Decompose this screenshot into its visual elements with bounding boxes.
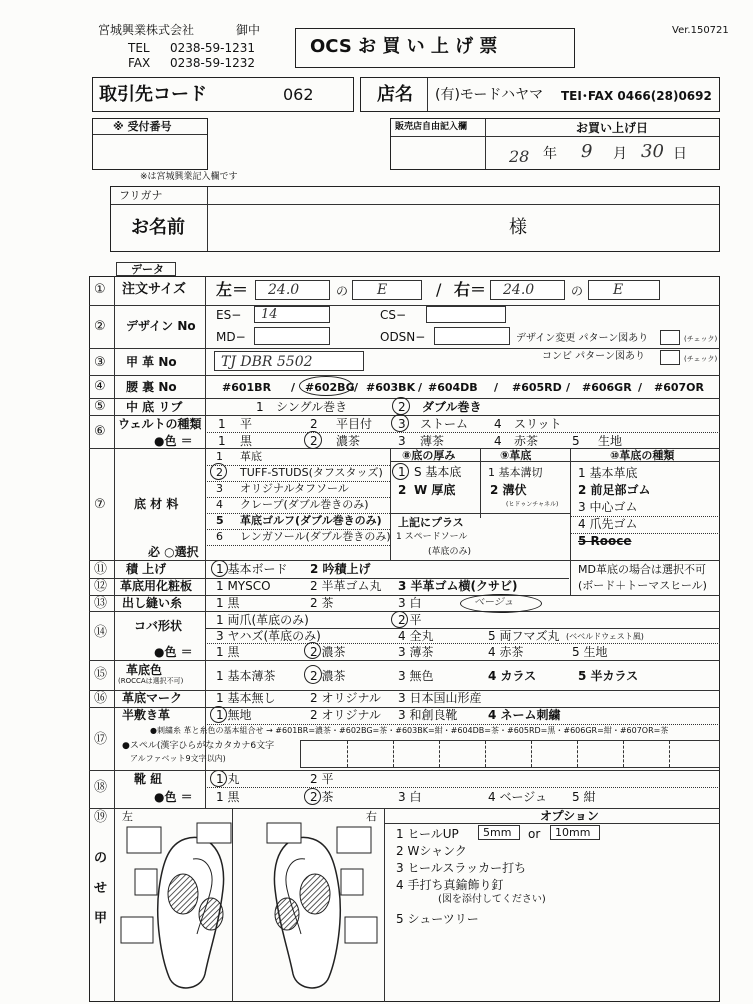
check-hint-2: (チェック) <box>684 355 718 363</box>
row12-number: ⑫ <box>94 579 108 594</box>
shoelace-color-black[interactable]: 1 黒 <box>216 790 240 804</box>
sole-mark-original[interactable]: 2 オリジナル <box>310 691 381 705</box>
sole-material-leather-golf[interactable]: 革底ゴルフ(ダブル巻きのみ) <box>240 514 382 527</box>
reception-number-label: ※ 受付番号 <box>113 120 172 133</box>
shoelace-round[interactable]: 1 丸 <box>216 772 240 786</box>
shoelace-color-navy[interactable]: 5 紺 <box>572 790 596 804</box>
left-foot-label: 左 <box>122 810 133 823</box>
thickness-number: 1 <box>398 465 406 479</box>
heel-stack-label: 積 上げ <box>126 562 167 576</box>
client-code-label: 取引先コード <box>99 84 207 105</box>
row1-number: ① <box>94 282 106 297</box>
welt-color-number: 1 <box>218 434 226 448</box>
upper-leather-value: TJ DBR 5502 <box>221 354 313 370</box>
customer-name-box <box>110 186 720 252</box>
data-header-box <box>116 262 176 276</box>
spade-sole-option[interactable]: 1 スペードソール <box>396 532 468 542</box>
welt-color-red-brown[interactable]: 赤茶 <box>514 434 539 448</box>
odsn-field[interactable] <box>434 327 510 345</box>
spade-sole-note: (革底のみ) <box>428 547 472 557</box>
left-width-value: E <box>377 282 388 298</box>
combi-pattern-label: コンビ パターン図あり <box>542 351 645 362</box>
es-field[interactable] <box>254 306 330 323</box>
welt-color-black[interactable]: 黒 <box>240 434 253 448</box>
sole-mark-none[interactable]: 1 基本無し <box>216 691 276 705</box>
lining-separator: / <box>291 381 296 394</box>
heel-up-5mm: 5mm <box>483 826 512 839</box>
edge-shape-label: コバ形状 <box>134 619 183 633</box>
sole-type-toe[interactable]: 4 爪先ゴム <box>578 517 638 531</box>
sole-type-rooce[interactable]: 5 Rooce <box>578 534 632 548</box>
sock-plain[interactable]: 1 無地 <box>216 708 252 722</box>
right-callout-box <box>337 827 371 853</box>
store-label: 店名 <box>377 84 413 105</box>
sole-material-number: 4 <box>216 498 223 511</box>
left-callout-box <box>121 917 153 943</box>
date-box <box>390 118 720 170</box>
shoelace-flat[interactable]: 2 平 <box>310 772 334 786</box>
shoelace-color-brown[interactable]: 2 茶 <box>310 790 334 804</box>
row15-number: ⑮ <box>94 667 108 682</box>
row17-number: ⑰ <box>94 732 108 747</box>
welt-color-dark-brown[interactable]: 濃茶 <box>336 434 361 448</box>
stitch-thread-label: 出し縫い糸 <box>122 596 183 610</box>
edge-waist-round[interactable]: 5 両フマズ丸 <box>488 629 560 643</box>
row7-number: ⑦ <box>94 497 106 512</box>
lining-602bg[interactable]: #602BG <box>305 381 355 394</box>
selection-circle <box>210 706 227 723</box>
embroidery-thread-note: ●刺繍糸 革と糸色の基本組合せ → #601BR=濃茶・#602BG=茶・#603BK=紺・#604DB=茶・#605RD=黒・#606GR=紺・#607OR=茶 <box>150 726 669 735</box>
welt-type-label: ウェルトの種類 <box>118 417 202 431</box>
sole-color-dark-brown[interactable]: 2 濃茶 <box>310 669 346 683</box>
right-callout-box <box>345 917 377 943</box>
selection-circle <box>304 788 321 805</box>
option-heel-up[interactable]: 1 ヒールUP <box>396 827 459 841</box>
must-select-label: 必 ○選択 <box>148 545 199 559</box>
row5-number: ⑤ <box>94 399 106 414</box>
selection-circle <box>210 770 227 787</box>
sole-material-number: 5 <box>216 514 224 527</box>
sole-material-leather[interactable]: 革底 <box>240 450 262 463</box>
sole-color-note: (ROCCAは選択不可) <box>118 677 184 685</box>
edge-color-red-brown[interactable]: 4 赤茶 <box>488 645 524 659</box>
lining-label: 腰 裏 No <box>126 380 177 394</box>
option-w-shank[interactable]: 2 Wシャンク <box>396 844 467 858</box>
selection-circle <box>304 665 322 684</box>
rib-option-double[interactable]: ダブル巻き <box>422 400 482 414</box>
edge-color-dark-brown[interactable]: 2 濃茶 <box>310 645 346 659</box>
name-suffix: 様 <box>509 217 527 238</box>
welt-option-number: 2 <box>310 417 318 431</box>
row6-number: ⑥ <box>94 424 106 439</box>
sole-material-number: 3 <box>216 482 223 495</box>
sole-color-clear[interactable]: 3 無色 <box>398 669 434 683</box>
edge-double-claw[interactable]: 1 両爪(革底のみ) <box>216 613 309 627</box>
purchase-date-label: お買い上げ日 <box>576 121 649 135</box>
spell-limit-note: アルファベット9文字以内) <box>130 754 226 763</box>
cs-field[interactable] <box>426 306 506 323</box>
brass-nails-note: (図を添付してください) <box>438 894 546 905</box>
selection-circle <box>304 431 322 449</box>
upper-leather-label: 甲 革 No <box>126 355 177 369</box>
store-name: (有)モードハヤマ <box>435 87 544 103</box>
sole-material-number: 6 <box>216 530 223 543</box>
welt-color-light-brown[interactable]: 薄茶 <box>420 434 445 448</box>
row3-number: ③ <box>94 355 106 370</box>
es-label: ES− <box>216 308 242 322</box>
selection-circle <box>392 397 410 415</box>
right-width-field[interactable] <box>588 280 660 300</box>
thickness-number: 2 <box>398 483 407 497</box>
md-field[interactable] <box>254 327 330 345</box>
shoelace-color-beige[interactable]: 4 ベージュ <box>488 790 547 804</box>
edge-full-round[interactable]: 4 全丸 <box>398 629 434 643</box>
spell-label: ●スペル(漢字ひらがなカタカナ6文字 <box>122 741 275 751</box>
data-header-label: データ <box>131 263 164 276</box>
lining-601br[interactable]: #601BR <box>222 381 272 394</box>
plus-title: 上記にプラス <box>398 516 464 529</box>
sole-type-center[interactable]: 3 中心ゴム <box>578 500 638 514</box>
size-slash: / <box>436 280 442 299</box>
tel-label: TEL <box>128 41 150 55</box>
month-unit: 月 <box>613 146 627 162</box>
sole-type-title: ⑩革底の種類 <box>610 449 675 462</box>
sole-thickness-title: ⑧底の厚み <box>402 449 456 462</box>
furigana-label: フリガナ <box>119 189 163 202</box>
left-callout-box <box>127 827 161 853</box>
md-label: MD− <box>216 330 246 344</box>
row11-number: ⑪ <box>94 562 108 577</box>
row19-char: の <box>94 851 108 866</box>
design-change-label: デザイン変更 パターン図あり <box>516 333 649 344</box>
right-size-value: 24.0 <box>503 282 535 298</box>
thread-brown[interactable]: 2 茶 <box>310 596 334 610</box>
edge-waist-note: (ベベルドウェスト風) <box>566 632 644 641</box>
plate-half-round[interactable]: 2 半革ゴム丸 <box>310 579 382 593</box>
edge-color-natural[interactable]: 5 生地 <box>572 645 608 659</box>
right-of: の <box>571 284 584 298</box>
client-code-value: 062 <box>283 85 314 104</box>
sock-original[interactable]: 2 オリジナル <box>310 708 381 722</box>
edge-yahazu[interactable]: 3 ヤハズ(革底のみ) <box>216 629 321 643</box>
thickness-thick[interactable]: W 厚底 <box>414 483 456 497</box>
es-value: 14 <box>261 307 278 322</box>
row19-char: 甲 <box>94 911 108 926</box>
welt-option-number: 1 <box>218 417 226 431</box>
welt-option-flat-grain[interactable]: 平目付 <box>336 417 373 431</box>
selection-circle <box>211 560 228 577</box>
store-free-label: 販売店自由記入欄 <box>395 122 468 132</box>
lining-separator: / <box>418 381 423 394</box>
left-callout-box <box>197 823 231 843</box>
recipient-honorific: 御中 <box>236 23 261 37</box>
sole-color-black[interactable]: 4 カラス <box>488 669 537 683</box>
rib-option-1-number: 1 <box>256 400 264 414</box>
row19-number: ⑲ <box>94 810 108 825</box>
day-unit: 日 <box>673 146 687 162</box>
leather-sole-title: ⑨革底 <box>500 449 532 462</box>
shoelace-color-white[interactable]: 3 白 <box>398 790 422 804</box>
half-sock-label: 半敷き革 <box>122 708 171 722</box>
right-foot-sole-icon <box>274 837 340 988</box>
lining-606gr[interactable]: #606GR <box>582 381 632 394</box>
lining-605rd[interactable]: #605RD <box>512 381 562 394</box>
form-title: OCS お 買 い 上 げ 票 <box>310 36 498 57</box>
fax-label: FAX <box>128 56 151 70</box>
recipient-company: 宮城興業株式会社 <box>98 23 195 37</box>
left-size-label: 左＝ <box>216 280 249 299</box>
cs-label: CS− <box>380 308 407 322</box>
row4-number: ④ <box>94 379 106 394</box>
selection-circle <box>210 463 227 480</box>
thread-white[interactable]: 3 白 <box>398 596 422 610</box>
lining-607or[interactable]: #607OR <box>654 381 704 394</box>
edge-color-label: ●色 ＝ <box>154 645 193 659</box>
lining-separator: / <box>354 381 359 394</box>
edge-color-light-brown[interactable]: 3 薄茶 <box>398 645 434 659</box>
right-size-field[interactable] <box>490 280 565 300</box>
sock-wasou[interactable]: 3 和創良靴 <box>398 708 458 722</box>
left-foot-sole-icon <box>158 837 224 988</box>
foot-diagram <box>115 809 383 1001</box>
lining-separator: / <box>638 381 643 394</box>
upper-leather-field[interactable] <box>214 351 364 371</box>
welt-option-storm[interactable]: ストーム <box>420 417 469 431</box>
md-leather-note-detail: (ボード＋トーマスヒール) <box>578 579 707 592</box>
combi-pattern-checkbox[interactable] <box>660 350 680 365</box>
sole-material-original-tuff[interactable]: オリジナルタフソール <box>240 482 349 495</box>
plate-half-wedge[interactable]: 3 半革ゴム横(クサビ) <box>398 579 518 593</box>
welt-color-number: 3 <box>398 434 406 448</box>
purchase-year: 28 <box>509 147 530 166</box>
heel-stack-leather[interactable]: 2 吟積上げ <box>310 562 371 576</box>
year-unit: 年 <box>543 146 557 162</box>
sole-material-number: 1 <box>216 450 223 463</box>
lining-separator: / <box>566 381 571 394</box>
row16-number: ⑯ <box>94 691 108 706</box>
sole-material-tuff-studs[interactable]: TUFF-STUDS(タフスタッズ) <box>240 466 383 479</box>
heel-up-10mm-field[interactable] <box>550 825 600 840</box>
design-no-label: デザイン No <box>126 319 196 333</box>
selection-circle <box>391 414 409 432</box>
left-size-value: 24.0 <box>268 282 300 298</box>
shoelace-label: 靴 紐 <box>134 772 163 786</box>
version-label: Ver.150721 <box>672 25 729 36</box>
left-of: の <box>336 284 349 298</box>
leather-sole-hidden[interactable]: 2 溝伏 <box>490 483 527 497</box>
thread-handwritten-beige: ベージュ <box>474 597 514 608</box>
left-callout-box <box>135 869 157 895</box>
selection-circle <box>304 642 321 659</box>
order-size-label: 注文サイズ <box>122 282 186 297</box>
check-hint: (チェック) <box>684 335 718 343</box>
right-callout-box <box>267 823 301 843</box>
heel-up-5mm-field[interactable] <box>478 825 520 840</box>
option-heel-slacker[interactable]: 3 ヒールスラッカー打ち <box>396 861 527 875</box>
sole-material-brick[interactable]: レンガソール(ダブル巻きのみ) <box>240 530 391 543</box>
purchase-day: 30 <box>641 141 664 162</box>
edge-flat[interactable]: 2 平 <box>398 613 422 627</box>
sole-mark-label: 革底マーク <box>122 691 183 705</box>
reception-number-box <box>92 118 208 170</box>
purchase-month: 9 <box>581 141 593 162</box>
sock-name-embroidery[interactable]: 4 ネーム刺繍 <box>488 708 561 722</box>
md-leather-note: MD革底の場合は選択不可 <box>578 563 706 576</box>
sole-material-crepe[interactable]: クレープ(ダブル巻きのみ) <box>240 498 369 511</box>
store-telfax: TEI･FAX 0466(28)0692 <box>561 89 712 103</box>
sole-type-forefoot[interactable]: 2 前足部ゴム <box>578 483 651 497</box>
right-foot-label: 右 <box>366 810 377 823</box>
sole-type-basic[interactable]: 1 基本革底 <box>578 466 638 480</box>
selection-circle <box>299 376 353 396</box>
store-box <box>360 77 720 112</box>
heel-stack-basic-board[interactable]: 1 基本ボード <box>216 562 288 576</box>
welt-option-slit[interactable]: スリット <box>514 417 562 431</box>
welt-color-number: 4 <box>494 434 502 448</box>
fax-number: 0238-59-1232 <box>170 56 256 70</box>
thickness-standard[interactable]: S 基本底 <box>414 465 462 479</box>
selection-circle <box>392 463 409 480</box>
heel-up-10mm: 10mm <box>555 826 591 839</box>
thread-black[interactable]: 1 黒 <box>216 596 240 610</box>
form-title-box <box>295 28 575 68</box>
welt-color-label: ●色 ＝ <box>154 434 193 448</box>
selection-circle <box>391 611 408 628</box>
odsn-label: ODSN− <box>380 330 426 344</box>
or-label: or <box>528 827 541 841</box>
lining-separator: / <box>494 381 499 394</box>
option-shoe-tree[interactable]: 5 シューツリー <box>396 912 479 926</box>
welt-color-number: 5 <box>572 434 580 448</box>
shoelace-color-label: ●色 ＝ <box>154 790 193 804</box>
leather-sole-note: (ヒドゥンチャネル) <box>506 501 559 508</box>
spell-grid[interactable] <box>300 740 720 768</box>
sole-material-number: 2 <box>216 466 223 479</box>
sole-color-label: 革底色 <box>126 663 163 677</box>
row13-number: ⑬ <box>94 596 108 611</box>
sole-color-half-black[interactable]: 5 半カラス <box>578 669 639 683</box>
rib-option-single[interactable]: シングル巻き <box>276 400 348 414</box>
lining-603bk[interactable]: #603BK <box>366 381 416 394</box>
rib-option-2-number: 2 <box>398 400 406 414</box>
tel-number: 0238-59-1231 <box>170 41 256 55</box>
left-size-field[interactable] <box>255 280 330 300</box>
row18-number: ⑱ <box>94 780 108 795</box>
welt-option-number: 4 <box>494 417 502 431</box>
right-callout-box <box>341 869 363 895</box>
edge-color-black[interactable]: 1 黒 <box>216 645 240 659</box>
lining-604db[interactable]: #604DB <box>428 381 478 394</box>
welt-option-number: 3 <box>398 417 406 431</box>
options-title: オプション <box>540 809 599 823</box>
welt-color-natural[interactable]: 生地 <box>598 434 623 448</box>
sole-mark-yamagata[interactable]: 3 日本国山形産 <box>398 691 482 705</box>
leather-sole-channel[interactable]: 1 基本溝切 <box>488 466 543 479</box>
option-brass-nails[interactable]: 4 手打ち真鍮飾り釘 <box>396 878 504 892</box>
reception-note: ※は宮城興業記入欄です <box>140 172 238 182</box>
left-width-field[interactable] <box>352 280 422 300</box>
sole-material-label: 底 材 料 <box>134 497 179 511</box>
row2-number: ② <box>94 319 106 334</box>
right-size-label: 右＝ <box>454 280 487 299</box>
row19-char: せ <box>94 881 108 896</box>
row14-number: ⑭ <box>94 625 108 640</box>
sole-plate-label: 革底用化粧板 <box>120 579 193 593</box>
plate-mysco[interactable]: 1 MYSCO <box>216 579 271 593</box>
welt-option-flat[interactable]: 平 <box>240 417 253 431</box>
name-label: お名前 <box>131 217 185 238</box>
client-code-box <box>92 77 354 112</box>
insole-rib-label: 中 底 リブ <box>126 400 183 414</box>
welt-color-number: 2 <box>310 434 318 448</box>
sole-color-light-brown[interactable]: 1 基本薄茶 <box>216 669 276 683</box>
design-change-checkbox[interactable] <box>660 330 680 345</box>
right-width-value: E <box>613 282 624 298</box>
